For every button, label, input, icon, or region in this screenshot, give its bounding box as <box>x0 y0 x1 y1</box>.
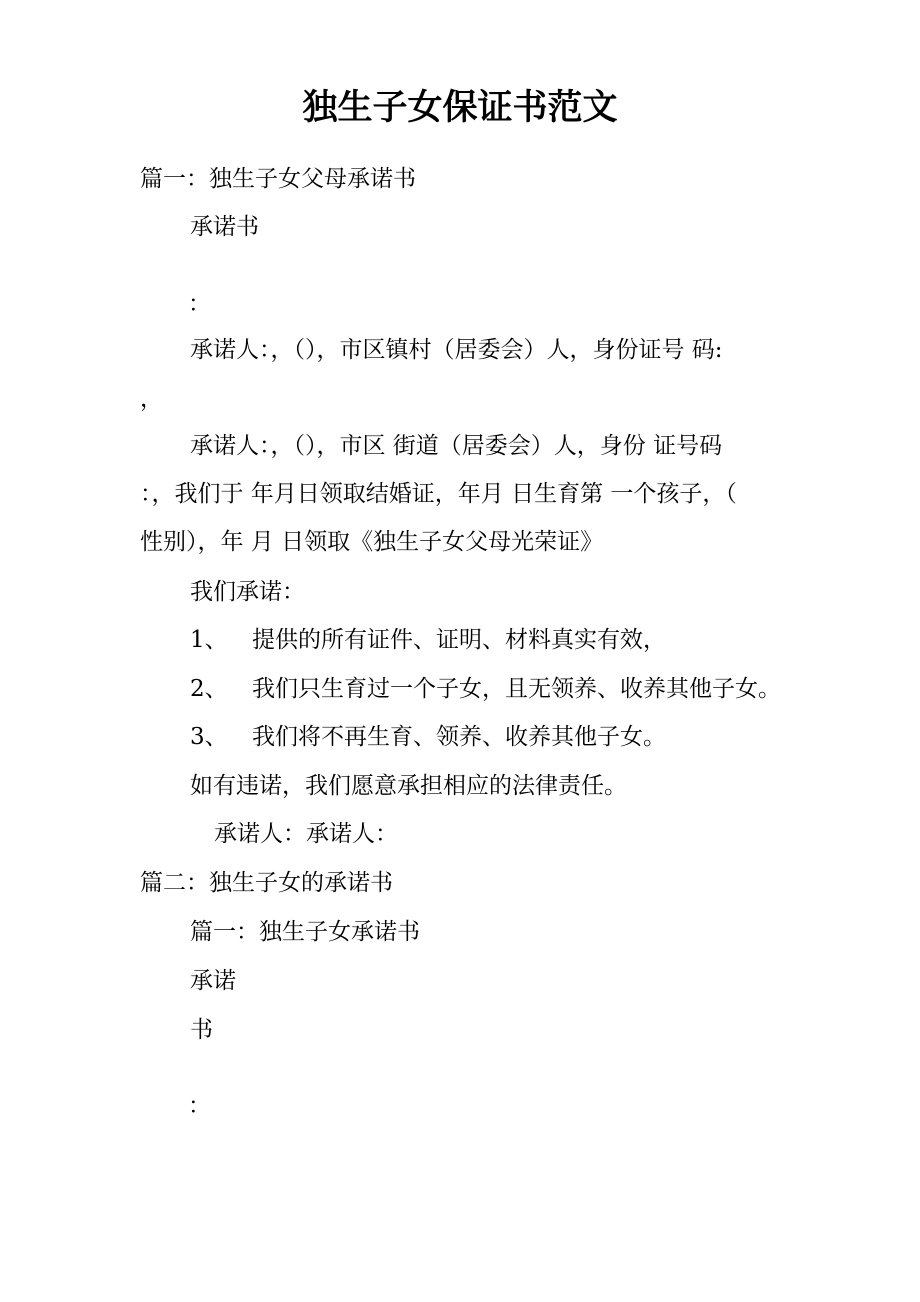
addressee-colon: ： <box>188 291 211 317</box>
subsection-heading: 篇一：独生子女承诺书 <box>190 919 420 945</box>
list-item <box>190 673 781 705</box>
list-number: 1、 <box>190 627 228 653</box>
pledger-line-1-cont: ， <box>140 386 163 412</box>
list-number: 2、 <box>190 676 228 702</box>
pledger-line-2-cont: ：，我们于 年月日领取结婚证，年月 日生育第 一个孩子，（ <box>140 481 737 507</box>
pledger-line-2-end: 性别），年 月 日领取《独生子女父母光荣证》 <box>140 529 604 555</box>
signature-line: 承诺人：承诺人： <box>214 821 398 847</box>
list-item <box>190 721 666 753</box>
section-heading-2: 篇二：独生子女的承诺书 <box>140 870 393 896</box>
document-title: 独生子女保证书范文 <box>302 87 618 128</box>
addressee-colon-2: ： <box>188 1093 211 1119</box>
list-item <box>190 624 666 656</box>
pledge-heading-part-2: 书 <box>190 1017 213 1043</box>
list-number: 3、 <box>190 724 228 750</box>
liability-statement: 如有违诺，我们愿意承担相应的法律责任。 <box>190 773 627 799</box>
pledge-heading: 承诺书 <box>190 214 259 240</box>
pledge-heading-part-1: 承诺 <box>190 968 236 994</box>
list-item-text: 我们将不再生育、领养、收养其他子女。 <box>252 724 666 750</box>
section-heading-1: 篇一：独生子女父母承诺书 <box>140 166 416 192</box>
we-pledge-label: 我们承诺： <box>190 579 305 605</box>
pledger-line-1: 承诺人：，（），市区镇村（居委会）人，身份证号 码: <box>190 337 723 363</box>
list-item-text: 我们只生育过一个子女，且无领养、收养其他子女。 <box>252 676 781 702</box>
pledger-line-2: 承诺人：，（），市区 街道（居委会）人，身份 证号码 <box>190 433 723 459</box>
list-item-text: 提供的所有证件、证明、材料真实有效， <box>252 627 666 653</box>
